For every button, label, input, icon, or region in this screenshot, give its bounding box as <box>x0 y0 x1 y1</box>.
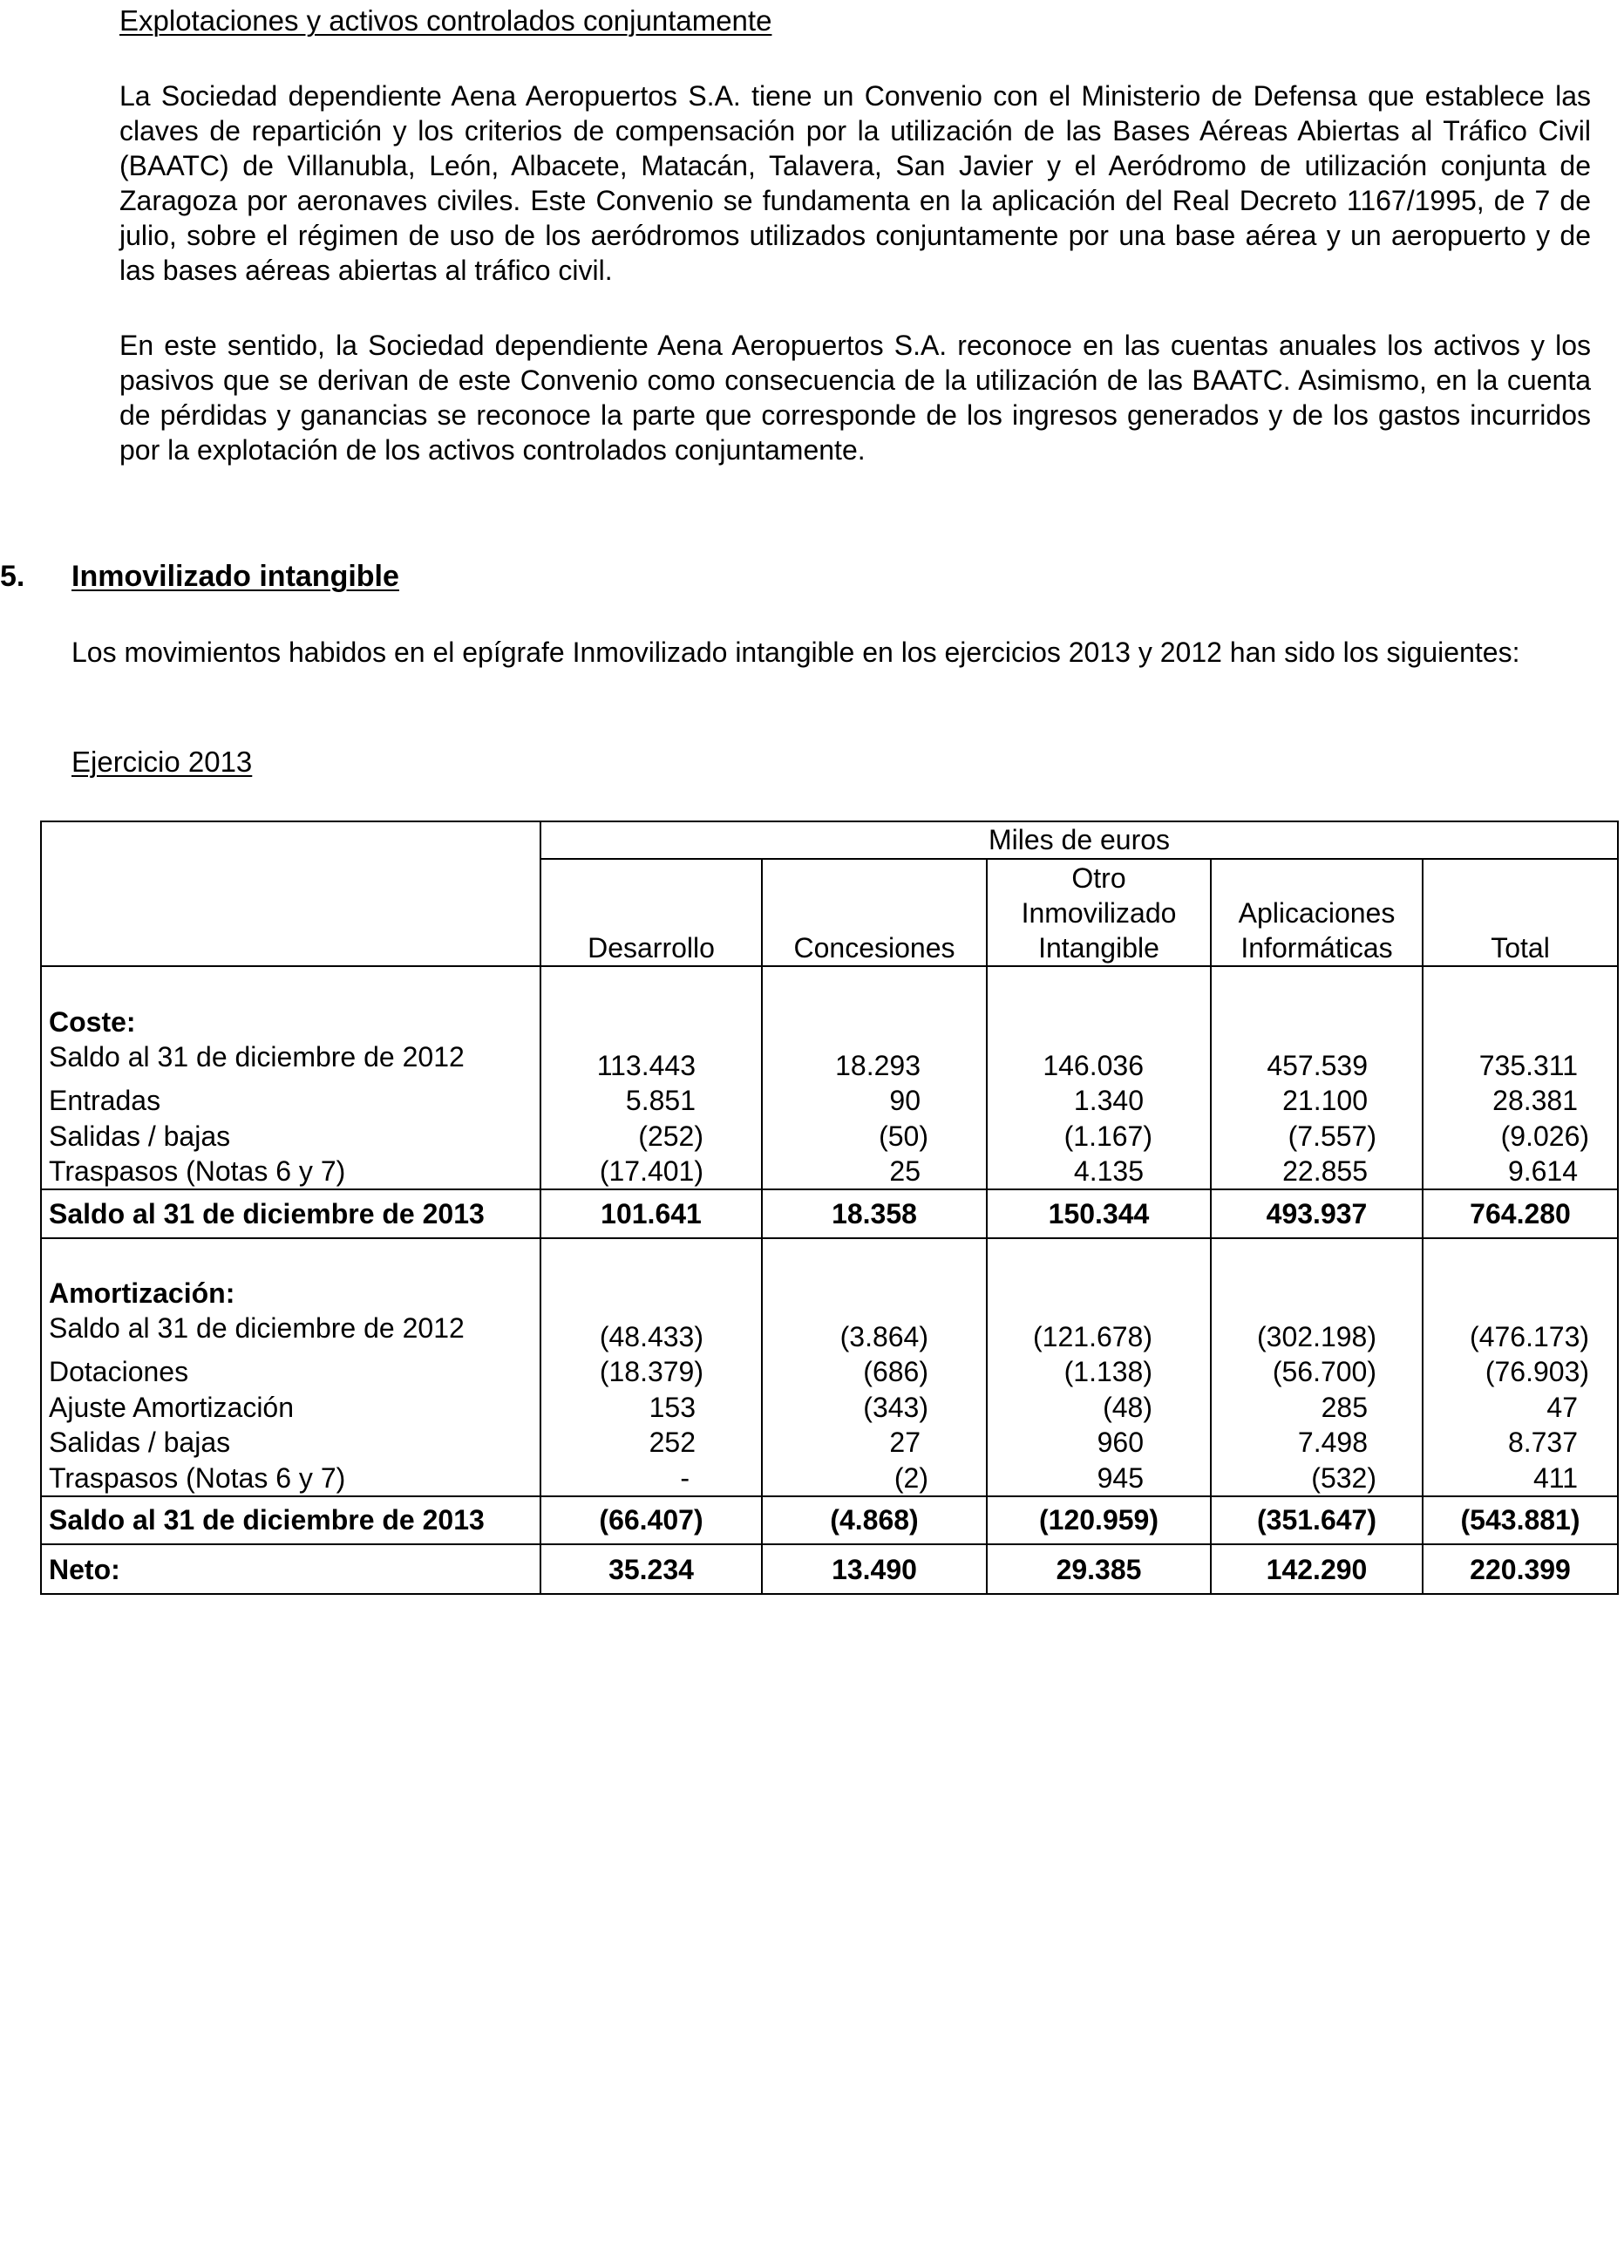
cell-value: (50) <box>762 1118 987 1154</box>
cell-value: (351.647) <box>1211 1496 1423 1545</box>
row-label: Ajuste Amortización <box>41 1389 540 1425</box>
amortizacion-heading: Amortización: <box>41 1238 540 1311</box>
cell-value: (120.959) <box>987 1496 1211 1545</box>
cell-value: 113.443 <box>540 1039 762 1083</box>
col-header-line: Aplicaciones <box>1238 897 1396 930</box>
cell-value: (17.401) <box>540 1154 762 1190</box>
cell-value: 1.340 <box>987 1083 1211 1119</box>
cell-value: (7.557) <box>1211 1118 1423 1154</box>
cell-value: 146.036 <box>987 1039 1211 1083</box>
row-label: Saldo al 31 de diciembre de 2013 <box>41 1189 540 1238</box>
cell-value: 101.641 <box>540 1189 762 1238</box>
cell-value: 9.614 <box>1423 1154 1618 1190</box>
cell-value: 47 <box>1423 1389 1618 1425</box>
cell-value: (532) <box>1211 1460 1423 1496</box>
paragraph-reconocimiento: En este sentido, la Sociedad dependiente Aena Aeropuertos S.A. reconoce en las cuentas anuales los activos y los pasivos que se derivan de este Convenio como consecuencia de la utilización de las BAATC. Asimismo, en la cuenta de pérdidas y ganancias se reconoce la parte que corresponde de los ingresos generados y de los gastos incurridos por la explotación de los activos controlados conjuntamente. <box>119 330 1591 466</box>
cell-value: 411 <box>1423 1460 1618 1496</box>
cell-value: - <box>540 1460 762 1496</box>
cell-value: (1.138) <box>987 1354 1211 1390</box>
col-header-concesiones <box>762 859 987 967</box>
table-row <box>41 1460 1618 1496</box>
row-label: Salidas / bajas <box>41 1118 540 1154</box>
cell-value: 252 <box>540 1425 762 1461</box>
cell-value: (66.407) <box>540 1496 762 1545</box>
cell-value: 735.311 <box>1423 1039 1618 1083</box>
row-label: Salidas / bajas <box>41 1425 540 1461</box>
cell-value: 764.280 <box>1423 1189 1618 1238</box>
cell-value: 29.385 <box>987 1544 1211 1594</box>
col-header-line: Otro <box>1071 862 1126 895</box>
cell-value: 457.539 <box>1211 1039 1423 1083</box>
col-header-line: Concesiones <box>793 932 955 964</box>
cell-value: (343) <box>762 1389 987 1425</box>
col-header-line: Inmovilizado <box>1021 897 1177 930</box>
cell-value: (3.864) <box>762 1311 987 1354</box>
col-header-line: Desarrollo <box>588 932 715 964</box>
row-label: Dotaciones <box>41 1354 540 1390</box>
col-header-aplicaciones <box>1211 859 1423 967</box>
row-label: Saldo al 31 de diciembre de 2012 <box>41 1311 540 1354</box>
paragraph-convenio: La Sociedad dependiente Aena Aeropuertos S.A. tiene un Convenio con el Ministerio de Defensa que establece las claves de repartición y los criterios de compensación por la utilización de las Bases Aéreas Abiertas al Tráfico Civil (BAATC) de Villanubla, León, Albacete, Matacán, Talavera, San Javier y el Aeródromo de utilización conjunta de Zaragoza por aeronaves civiles. Este Convenio se fundamenta en la aplicación del Real Decreto 1167/1995, de 7 de julio, sobre el régimen de uso de los aeródromos utilizados conjuntamente por una base aérea y un aeropuerto y de las bases aéreas abiertas al tráfico civil. <box>119 80 1591 286</box>
cell-value: 5.851 <box>540 1083 762 1119</box>
cell-value: (302.198) <box>1211 1311 1423 1354</box>
header-blank-cell <box>41 821 540 966</box>
section-number: 5. <box>0 560 25 593</box>
cell-value: 18.358 <box>762 1189 987 1238</box>
cell-value: 8.737 <box>1423 1425 1618 1461</box>
cell-value: 28.381 <box>1423 1083 1618 1119</box>
cell-value: 285 <box>1211 1389 1423 1425</box>
row-label: Traspasos (Notas 6 y 7) <box>41 1154 540 1190</box>
cell-value: (686) <box>762 1354 987 1390</box>
table-total-row <box>41 1496 1618 1545</box>
col-header-desarrollo <box>540 859 762 967</box>
cell-value: 18.293 <box>762 1039 987 1083</box>
col-header-total <box>1423 859 1618 967</box>
col-header-line: Informáticas <box>1240 932 1393 964</box>
row-label: Entradas <box>41 1083 540 1119</box>
cell-value: (2) <box>762 1460 987 1496</box>
table-row <box>41 1389 1618 1425</box>
cell-value: (48) <box>987 1389 1211 1425</box>
cell-value: 13.490 <box>762 1544 987 1594</box>
cell-value: 21.100 <box>1211 1083 1423 1119</box>
col-header-otro-inmovilizado <box>987 859 1211 967</box>
cell-value: (476.173) <box>1423 1311 1618 1354</box>
intangible-assets-table <box>40 821 1619 1595</box>
row-label: Neto: <box>41 1544 540 1594</box>
cell-value: (9.026) <box>1423 1118 1618 1154</box>
cell-value: (121.678) <box>987 1311 1211 1354</box>
row-label: Saldo al 31 de diciembre de 2013 <box>41 1496 540 1545</box>
cell-value: 27 <box>762 1425 987 1461</box>
row-label: Traspasos (Notas 6 y 7) <box>41 1460 540 1496</box>
cell-value: (56.700) <box>1211 1354 1423 1390</box>
table-row <box>41 1354 1618 1390</box>
cell-value: 493.937 <box>1211 1189 1423 1238</box>
exercise-label: Ejercicio 2013 <box>71 746 253 778</box>
table-row <box>41 1154 1618 1190</box>
cell-value: (4.868) <box>762 1496 987 1545</box>
cell-value: 150.344 <box>987 1189 1211 1238</box>
cell-value: 22.855 <box>1211 1154 1423 1190</box>
subheading: Explotaciones y activos controlados conjuntamente <box>119 4 772 37</box>
cell-value: (252) <box>540 1118 762 1154</box>
section-title: Inmovilizado intangible <box>71 560 399 593</box>
row-label: Saldo al 31 de diciembre de 2012 <box>41 1039 540 1083</box>
cell-value: 7.498 <box>1211 1425 1423 1461</box>
cell-value: (1.167) <box>987 1118 1211 1154</box>
col-header-line: Total <box>1491 932 1550 964</box>
cell-value: (76.903) <box>1423 1354 1618 1390</box>
cell-value: 25 <box>762 1154 987 1190</box>
cell-value: 945 <box>987 1460 1211 1496</box>
group-header: Miles de euros <box>540 821 1618 859</box>
cell-value: 960 <box>987 1425 1211 1461</box>
table-total-row <box>41 1189 1618 1238</box>
cell-value: 4.135 <box>987 1154 1211 1190</box>
paragraph-movimientos: Los movimientos habidos en el epígrafe Inmovilizado intangible en los ejercicios 2013 y 2012 han sido los siguientes: <box>71 637 1520 668</box>
cell-value: (48.433) <box>540 1311 762 1354</box>
table-row <box>41 1083 1618 1119</box>
table-row <box>41 1311 1618 1354</box>
cell-value: 220.399 <box>1423 1544 1618 1594</box>
table-net-row <box>41 1544 1618 1594</box>
cell-value: 90 <box>762 1083 987 1119</box>
table-row <box>41 1425 1618 1461</box>
cell-value: (18.379) <box>540 1354 762 1390</box>
cell-value: 142.290 <box>1211 1544 1423 1594</box>
coste-heading: Coste: <box>41 966 540 1039</box>
cell-value: 35.234 <box>540 1544 762 1594</box>
cell-value: 153 <box>540 1389 762 1425</box>
col-header-line: Intangible <box>1038 932 1159 964</box>
table-row <box>41 1039 1618 1083</box>
table-row <box>41 1118 1618 1154</box>
cell-value: (543.881) <box>1423 1496 1618 1545</box>
